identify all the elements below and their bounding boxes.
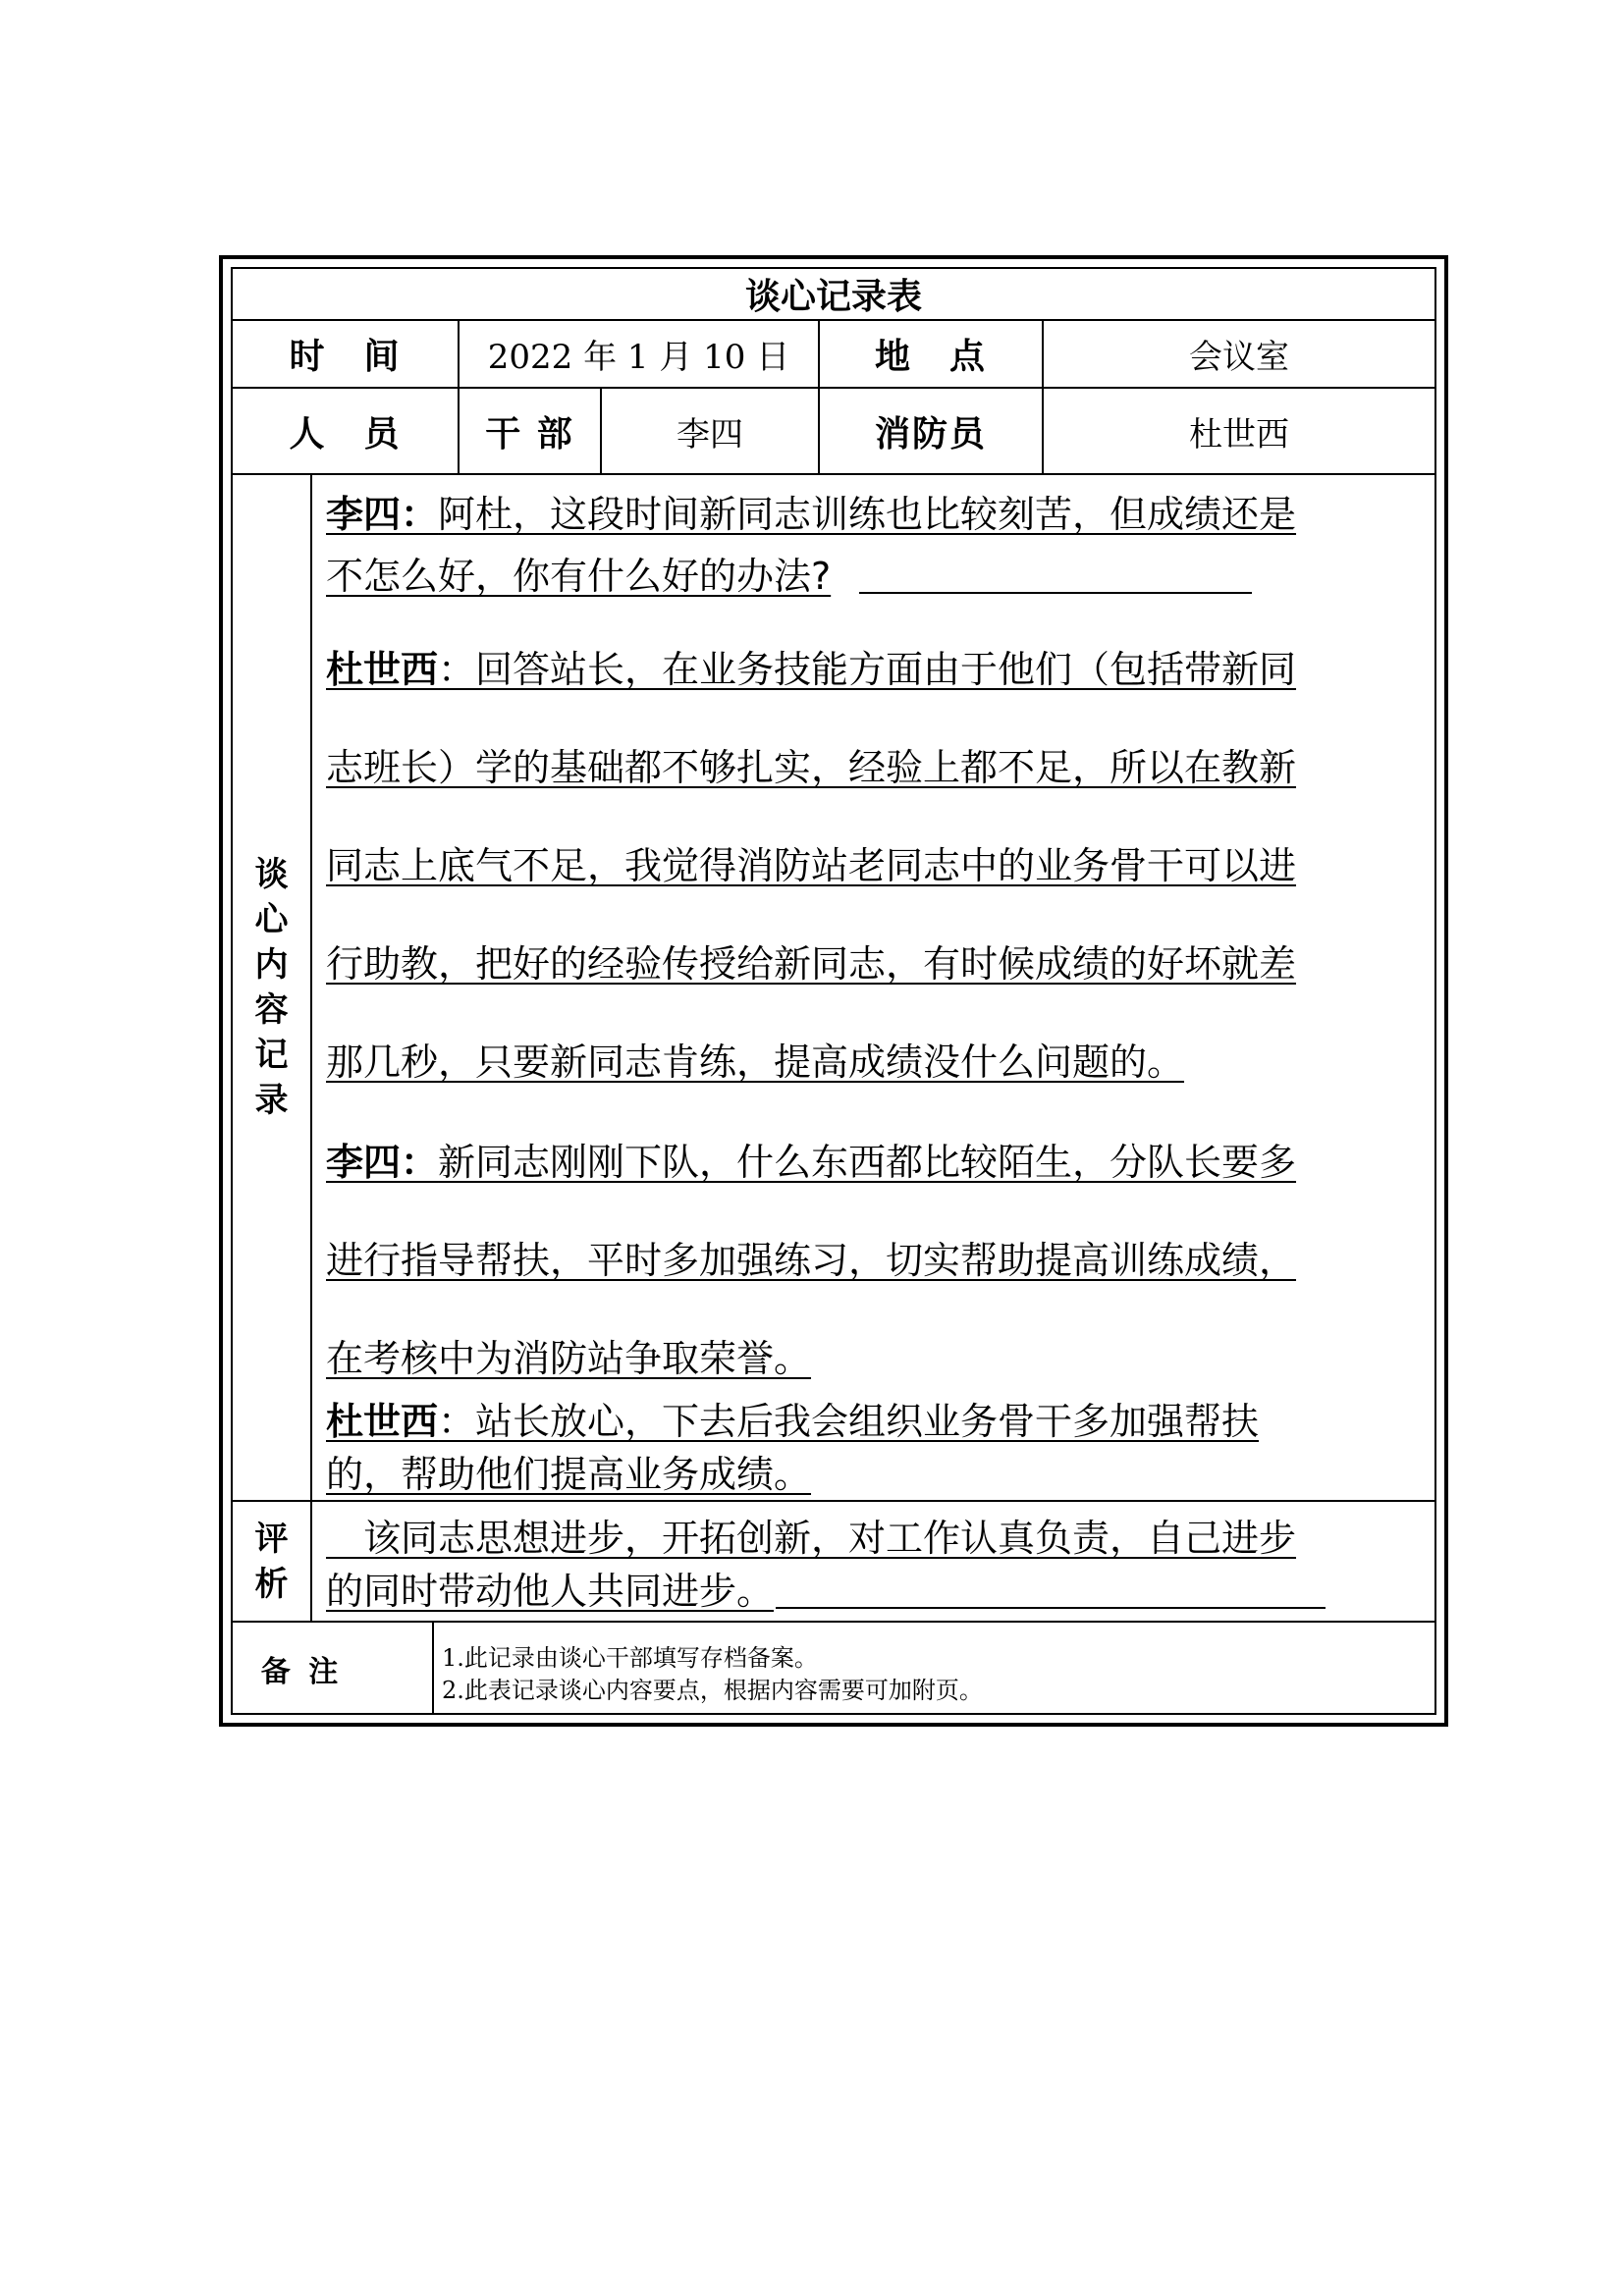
analysis-label-char: 析 — [254, 1564, 289, 1604]
note-item: 2.此表记录谈心内容要点，根据内容需要可加附页。 — [442, 1677, 983, 1704]
analysis-line: 的同时带动他人共同进步。 — [326, 1570, 775, 1613]
analysis-line: 该同志思想进步，开拓创新，对工作认真负责，自己进步 — [326, 1517, 1297, 1560]
place-label: 地 点 — [874, 336, 987, 377]
analysis-label — [233, 1502, 310, 1621]
dialogue-text: 行助教，把好的经验传授给新同志，有时候成绩的好坏就差 — [326, 942, 1297, 986]
rule — [231, 1500, 1436, 1502]
dialogue-line — [326, 546, 831, 600]
dialogue-line — [326, 639, 1296, 693]
dialogue-line — [326, 1444, 811, 1498]
dialogue-text: 那几秒，只要新同志肯练，提高成绩没什么问题的。 — [326, 1041, 1185, 1084]
fill-underline — [859, 592, 1252, 594]
dialogue-text: 志班长）学的基础都不够扎实，经验上都不足，所以在教新 — [326, 746, 1297, 789]
dialogue-text: 不怎么好，你有什么好的办法? — [326, 555, 832, 598]
dialogue-text: ：回答站长，在业务技能方面由于他们（包括带新同 — [438, 648, 1297, 691]
content-label — [233, 475, 310, 1500]
time-value: 2022 年 1 月 10 日 — [487, 338, 790, 377]
dialogue-text: ：站长放心，下去后我会组织业务骨干多加强帮扶 — [438, 1400, 1260, 1443]
dialogue-line — [326, 1132, 1296, 1186]
notes-label: 备 注 — [260, 1655, 343, 1689]
dialogue-line — [326, 1230, 1296, 1284]
content-label-char: 容 — [254, 990, 289, 1030]
place-value: 会议室 — [1189, 338, 1289, 377]
dialogue-line — [326, 1328, 811, 1382]
firefighter-label: 消防员 — [874, 412, 987, 454]
dialogue-line — [326, 835, 1296, 889]
dialogue-line — [326, 934, 1296, 988]
content-label-char: 谈 — [254, 855, 289, 894]
speaker-name: 李四： — [326, 493, 439, 536]
cadre-value: 李四 — [677, 414, 743, 454]
content-label-char: 心 — [254, 900, 289, 939]
dialogue-line — [326, 1032, 1184, 1086]
analysis-label-char: 评 — [254, 1519, 289, 1559]
note-item: 1.此记录由谈心干部填写存档备案。 — [442, 1644, 818, 1672]
dialogue-text: 同志上底气不足，我觉得消防站老同志中的业务骨干可以进 — [326, 844, 1297, 887]
form-title: 谈心记录表 — [744, 276, 922, 317]
dialogue-text: 在考核中为消防站争取荣誉。 — [326, 1337, 812, 1380]
time-label: 时 间 — [289, 336, 402, 377]
rule — [432, 1622, 434, 1715]
rule — [310, 474, 312, 1622]
cadre-label: 干 部 — [485, 412, 574, 454]
dialogue-line — [326, 737, 1296, 791]
rule — [231, 1621, 1436, 1623]
dialogue-text: 阿杜，这段时间新同志训练也比较刻苦，但成绩还是 — [438, 493, 1297, 536]
firefighter-value: 杜世西 — [1189, 414, 1289, 454]
speaker-name: 李四： — [326, 1141, 439, 1184]
content-label-char: 内 — [254, 945, 289, 985]
people-label: 人 员 — [289, 412, 402, 454]
speaker-name: 杜世西 — [326, 648, 439, 691]
dialogue-text: 进行指导帮扶，平时多加强练习，切实帮助提高训练成绩， — [326, 1239, 1297, 1282]
content-label-char: 记 — [254, 1036, 289, 1075]
dialogue-line — [326, 484, 1296, 538]
dialogue-text: 的，帮助他们提高业务成绩。 — [326, 1453, 812, 1496]
dialogue-line — [326, 1391, 1259, 1445]
speaker-name: 杜世西 — [326, 1400, 439, 1443]
dialogue-text: 新同志刚刚下队，什么东西都比较陌生，分队长要多 — [438, 1141, 1297, 1184]
content-label-char: 录 — [254, 1081, 289, 1120]
rule — [231, 473, 1436, 475]
fill-underline — [776, 1607, 1326, 1609]
